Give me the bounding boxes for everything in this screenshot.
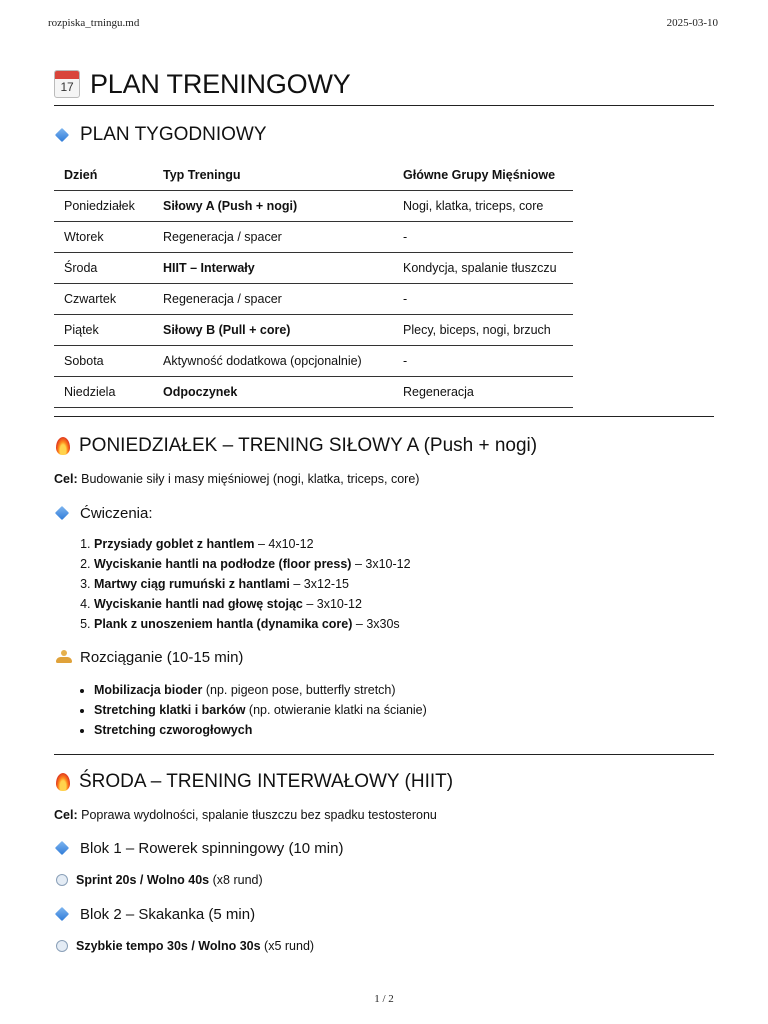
cell-type: Odpoczynek	[153, 377, 393, 408]
page-number: 1 / 2	[374, 993, 394, 1005]
goal-text: Poprawa wydolności, spalanie tłuszczu bez spadku testosteronu	[81, 808, 437, 822]
cell-day: Niedziela	[54, 377, 153, 408]
wednesday-heading-text: ŚRODA – TRENING INTERWAŁOWY (HIIT)	[79, 771, 454, 792]
block2-heading	[54, 903, 714, 925]
print-date: 2025-03-10	[666, 17, 718, 29]
calendar-icon: 17	[54, 70, 80, 98]
stretching-list	[54, 680, 714, 740]
interval-pattern: Sprint 20s / Wolno 40s	[76, 873, 210, 887]
interval-pattern: Szybkie tempo 30s / Wolno 30s	[76, 939, 261, 953]
cell-day: Piątek	[54, 315, 153, 346]
blue-diamond-icon	[55, 506, 69, 520]
interval-rounds: (x8 rund)	[212, 873, 263, 887]
exercise-list	[54, 534, 714, 634]
divider	[54, 416, 714, 417]
cell-type: Siłowy A (Push + nogi)	[153, 191, 393, 222]
cell-type: Regeneracja / spacer	[153, 284, 393, 315]
stretch-detail: (np. pigeon pose, butterfly stretch)	[205, 683, 396, 697]
table-row	[54, 315, 573, 346]
monday-heading	[54, 433, 714, 459]
cell-muscles: -	[393, 222, 573, 253]
cell-type: Siłowy B (Pull + core)	[153, 315, 393, 346]
interval-rounds: (x5 rund)	[264, 939, 315, 953]
file-name: rozpiska_trningu.md	[48, 17, 140, 29]
cell-type: HIIT – Interwały	[153, 253, 393, 284]
monday-heading-text: PONIEDZIAŁEK – TRENING SIŁOWY A (Push + nogi)	[79, 435, 538, 456]
blue-diamond-icon	[55, 907, 69, 921]
stretch-detail: (np. otwieranie klatki na ścianie)	[248, 703, 427, 717]
exercise-sets: – 4x10-12	[257, 537, 314, 551]
block2-interval	[54, 937, 714, 955]
table-row	[54, 222, 573, 253]
exercise-sets: – 3x12-15	[293, 577, 349, 591]
cell-day: Wtorek	[54, 222, 153, 253]
column-header-day: Dzień	[54, 160, 153, 191]
monday-goal	[54, 471, 714, 487]
stopwatch-icon	[56, 940, 68, 952]
table-row	[54, 191, 573, 222]
wednesday-goal	[54, 807, 714, 823]
block2-heading-text: Blok 2 – Skakanka (5 min)	[80, 905, 256, 923]
stretching-heading	[54, 646, 714, 668]
blue-diamond-icon	[55, 128, 69, 142]
document-body	[54, 64, 714, 955]
weekly-plan-heading	[54, 122, 714, 148]
divider	[54, 105, 714, 106]
exercises-heading-text: Ćwiczenia:	[80, 504, 153, 522]
cell-day: Poniedziałek	[54, 191, 153, 222]
exercise-name: Przysiady goblet z hantlem	[94, 537, 255, 551]
exercise-name: Plank z unoszeniem hantla (dynamika core)	[94, 617, 353, 631]
stretch-name: Mobilizacja bioder	[94, 683, 203, 697]
goal-text: Budowanie siły i masy mięśniowej (nogi, klatka, triceps, core)	[81, 472, 420, 486]
stretch-name: Stretching klatki i barków	[94, 703, 246, 717]
cell-type: Aktywność dodatkowa (opcjonalnie)	[153, 346, 393, 377]
list-item	[94, 614, 714, 634]
wednesday-heading	[54, 769, 714, 795]
page-title	[54, 64, 714, 104]
fire-icon	[56, 773, 70, 791]
list-item	[94, 720, 714, 740]
exercise-name: Wyciskanie hantli nad głowę stojąc	[94, 597, 303, 611]
cell-muscles: Nogi, klatka, triceps, core	[393, 191, 573, 222]
blue-diamond-icon	[55, 841, 69, 855]
block1-heading-text: Blok 1 – Rowerek spinningowy (10 min)	[80, 839, 344, 857]
goal-label: Cel:	[54, 472, 78, 486]
exercise-name: Martwy ciąg rumuński z hantlami	[94, 577, 290, 591]
exercise-sets: – 3x10-12	[354, 557, 411, 571]
exercise-name: Wyciskanie hantli na podłodze (floor press)	[94, 557, 352, 571]
page-title-text: PLAN TRENINGOWY	[90, 68, 351, 99]
cell-day: Czwartek	[54, 284, 153, 315]
table-row	[54, 346, 573, 377]
goal-label: Cel:	[54, 808, 78, 822]
list-item	[94, 554, 714, 574]
exercise-sets: – 3x10-12	[306, 597, 362, 611]
exercise-sets: – 3x30s	[355, 617, 400, 631]
stopwatch-icon	[56, 874, 68, 886]
list-item	[94, 680, 714, 700]
exercises-heading	[54, 502, 714, 524]
meditation-icon	[56, 650, 72, 664]
column-header-muscles: Główne Grupy Mięśniowe	[393, 160, 573, 191]
cell-day: Sobota	[54, 346, 153, 377]
stretch-name: Stretching czworogłowych	[94, 723, 253, 737]
weekly-plan-table	[54, 160, 573, 408]
table-row	[54, 253, 573, 284]
cell-muscles: Regeneracja	[393, 377, 573, 408]
block1-heading	[54, 837, 714, 859]
cell-muscles: -	[393, 346, 573, 377]
fire-icon	[56, 437, 70, 455]
cell-day: Środa	[54, 253, 153, 284]
block1-interval	[54, 871, 714, 889]
table-row	[54, 284, 573, 315]
cell-muscles: -	[393, 284, 573, 315]
list-item	[94, 574, 714, 594]
list-item	[94, 534, 714, 554]
cell-type: Regeneracja / spacer	[153, 222, 393, 253]
stretching-heading-text: Rozciąganie (10-15 min)	[80, 648, 244, 666]
list-item	[94, 594, 714, 614]
cell-muscles: Kondycja, spalanie tłuszczu	[393, 253, 573, 284]
divider	[54, 754, 714, 755]
column-header-type: Typ Treningu	[153, 160, 393, 191]
weekly-plan-heading-text: PLAN TYGODNIOWY	[80, 124, 267, 145]
list-item	[94, 700, 714, 720]
table-header-row	[54, 160, 573, 191]
table-row	[54, 377, 573, 408]
cell-muscles: Plecy, biceps, nogi, brzuch	[393, 315, 573, 346]
